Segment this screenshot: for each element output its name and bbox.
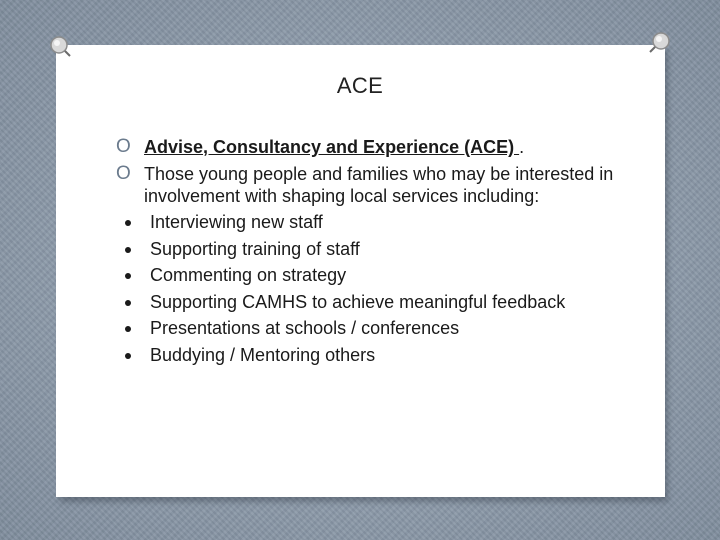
list-item-text: Those young people and families who may be interested in involvement with shaping local services including:	[144, 163, 614, 206]
list-item	[116, 344, 656, 366]
list-item	[116, 211, 656, 233]
list-item	[116, 291, 656, 313]
bullet-dot-icon	[125, 300, 131, 306]
list-item-text: Buddying / Mentoring others	[150, 344, 376, 365]
bullet-list	[116, 136, 656, 370]
ace-heading-text: Advise, Consultancy and Experience (ACE)	[144, 137, 520, 157]
list-item-text: Supporting training of staff	[150, 238, 360, 259]
list-item	[116, 264, 656, 286]
bullet-dot-icon	[125, 353, 131, 359]
list-item	[116, 238, 656, 260]
slide-title: ACE	[336, 73, 384, 98]
list-item	[116, 163, 656, 207]
list-item-text: Interviewing new staff	[150, 212, 323, 232]
list-item-text: Presentations at schools / conferences	[150, 318, 460, 338]
pushpin-icon	[48, 34, 74, 60]
bullet-o: O	[116, 162, 131, 184]
bullet-o: O	[116, 136, 131, 157]
list-item	[116, 317, 656, 339]
list-item-text: Commenting on strategy	[150, 265, 347, 285]
bullet-dot-icon	[125, 326, 131, 332]
bullet-dot-icon	[125, 273, 131, 279]
ace-heading-period: .	[519, 137, 525, 157]
bullet-dot-icon	[125, 247, 131, 253]
pushpin-icon	[646, 30, 672, 56]
bullet-dot-icon	[125, 220, 131, 226]
list-item-text: Supporting CAMHS to achieve meaningful feedback	[150, 291, 566, 312]
list-item	[116, 136, 656, 158]
